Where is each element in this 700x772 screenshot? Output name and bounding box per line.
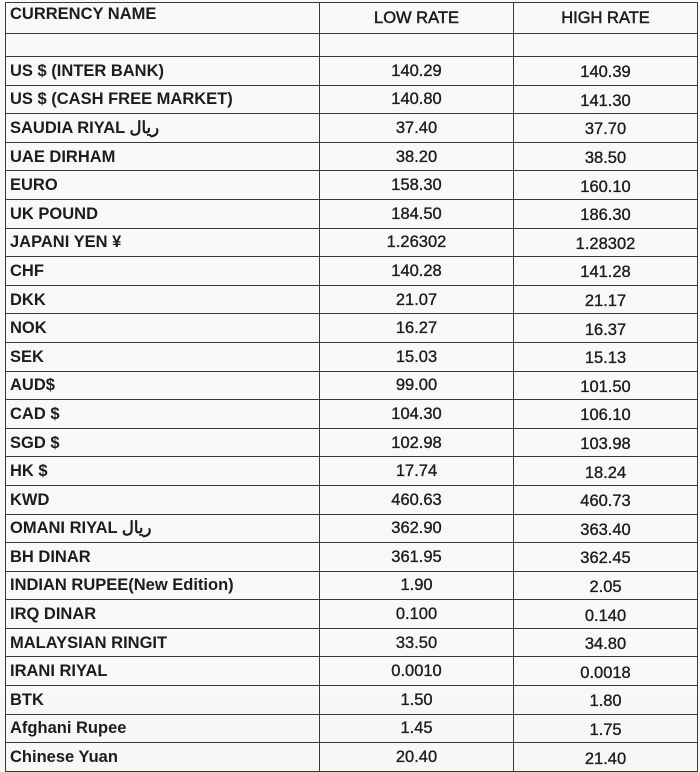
low-rate-cell: 16.27: [320, 314, 514, 343]
currency-name-cell: KWD: [6, 485, 320, 514]
high-rate-cell: 101.50: [514, 371, 698, 400]
currency-name-cell: CAD $: [6, 400, 320, 429]
high-rate-cell: 0.140: [514, 600, 698, 629]
high-rate-cell: 18.24: [514, 457, 698, 486]
high-rate-cell: 362.45: [514, 543, 698, 572]
high-rate-cell: 103.98: [514, 428, 698, 457]
currency-name-cell: UK POUND: [6, 199, 320, 228]
low-rate-cell: 17.74: [320, 457, 514, 486]
blank-row: [6, 34, 698, 57]
high-rate-cell: 1.80: [514, 686, 698, 715]
table-row: [6, 342, 698, 371]
currency-name-cell: CHF: [6, 257, 320, 286]
currency-name-cell: SGD $: [6, 428, 320, 457]
low-rate-cell: 184.50: [320, 199, 514, 228]
table-row: [6, 85, 698, 114]
currency-name-cell: JAPANI YEN ¥: [6, 228, 320, 257]
table-row: [6, 514, 698, 543]
currency-name-cell: DKK: [6, 285, 320, 314]
header-row: [6, 3, 698, 34]
low-rate-cell: 33.50: [320, 628, 514, 657]
table-row: [6, 657, 698, 686]
high-rate-cell: 1.28302: [514, 228, 698, 257]
currency-name-cell: SEK: [6, 342, 320, 371]
table-row: [6, 628, 698, 657]
currency-name-cell: BH DINAR: [6, 543, 320, 572]
currency-name-cell: NOK: [6, 314, 320, 343]
high-rate-cell: 34.80: [514, 628, 698, 657]
low-rate-cell: 20.40: [320, 743, 514, 772]
table-row: [6, 400, 698, 429]
currency-name-header: CURRENCY NAME: [6, 3, 320, 34]
low-rate-cell: 38.20: [320, 142, 514, 171]
table-row: [6, 285, 698, 314]
table-row: [6, 57, 698, 86]
table-row: [6, 571, 698, 600]
currency-name-cell: BTK: [6, 686, 320, 715]
low-rate-cell: 140.28: [320, 257, 514, 286]
low-rate-cell: 1.45: [320, 714, 514, 743]
currency-name-cell: US $ (INTER BANK): [6, 57, 320, 86]
table-row: [6, 199, 698, 228]
blank-cell: [320, 34, 514, 57]
high-rate-cell: 2.05: [514, 571, 698, 600]
table-row: [6, 114, 698, 143]
high-rate-cell: 141.28: [514, 257, 698, 286]
table-row: [6, 714, 698, 743]
table-row: [6, 428, 698, 457]
currency-name-cell: Afghani Rupee: [6, 714, 320, 743]
high-rate-cell: 106.10: [514, 400, 698, 429]
high-rate-cell: 140.39: [514, 57, 698, 86]
table-row: [6, 743, 698, 772]
currency-name-cell: AUD$: [6, 371, 320, 400]
currency-name-cell: Chinese Yuan: [6, 743, 320, 772]
currency-rate-table: [5, 2, 698, 772]
low-rate-cell: 1.50: [320, 686, 514, 715]
low-rate-cell: 460.63: [320, 485, 514, 514]
high-rate-cell: 37.70: [514, 114, 698, 143]
low-rate-cell: 1.26302: [320, 228, 514, 257]
high-rate-cell: 15.13: [514, 342, 698, 371]
high-rate-cell: 0.0018: [514, 657, 698, 686]
low-rate-cell: 0.100: [320, 600, 514, 629]
currency-name-cell: MALAYSIAN RINGIT: [6, 628, 320, 657]
table-row: [6, 457, 698, 486]
high-rate-cell: 21.40: [514, 743, 698, 772]
currency-name-cell: IRANI RIYAL: [6, 657, 320, 686]
low-rate-cell: 21.07: [320, 285, 514, 314]
low-rate-cell: 362.90: [320, 514, 514, 543]
low-rate-cell: 140.80: [320, 85, 514, 114]
table-row: [6, 371, 698, 400]
currency-name-cell: IRQ DINAR: [6, 600, 320, 629]
high-rate-header: HIGH RATE: [514, 3, 698, 34]
high-rate-cell: 38.50: [514, 142, 698, 171]
currency-name-cell: SAUDIA RIYAL ریال: [6, 114, 320, 143]
table-row: [6, 600, 698, 629]
blank-cell: [6, 34, 320, 57]
table-row: [6, 257, 698, 286]
currency-name-cell: INDIAN RUPEE(New Edition): [6, 571, 320, 600]
low-rate-cell: 0.0010: [320, 657, 514, 686]
low-rate-cell: 361.95: [320, 543, 514, 572]
low-rate-cell: 102.98: [320, 428, 514, 457]
high-rate-cell: 460.73: [514, 485, 698, 514]
low-rate-cell: 1.90: [320, 571, 514, 600]
rate-rows: [6, 34, 698, 772]
high-rate-cell: 16.37: [514, 314, 698, 343]
table-row: [6, 228, 698, 257]
high-rate-cell: 141.30: [514, 85, 698, 114]
low-rate-cell: 140.29: [320, 57, 514, 86]
high-rate-cell: 160.10: [514, 171, 698, 200]
table-row: [6, 485, 698, 514]
low-rate-cell: 37.40: [320, 114, 514, 143]
low-rate-cell: 15.03: [320, 342, 514, 371]
high-rate-cell: 186.30: [514, 199, 698, 228]
low-rate-cell: 158.30: [320, 171, 514, 200]
blank-cell: [514, 34, 698, 57]
table-row: [6, 142, 698, 171]
currency-name-cell: OMANI RIYAL ریال: [6, 514, 320, 543]
low-rate-header: LOW RATE: [320, 3, 514, 34]
currency-name-cell: EURO: [6, 171, 320, 200]
currency-name-cell: HK $: [6, 457, 320, 486]
table-row: [6, 314, 698, 343]
table-row: [6, 543, 698, 572]
high-rate-cell: 363.40: [514, 514, 698, 543]
low-rate-cell: 104.30: [320, 400, 514, 429]
low-rate-cell: 99.00: [320, 371, 514, 400]
currency-name-cell: US $ (CASH FREE MARKET): [6, 85, 320, 114]
high-rate-cell: 21.17: [514, 285, 698, 314]
high-rate-cell: 1.75: [514, 714, 698, 743]
currency-name-cell: UAE DIRHAM: [6, 142, 320, 171]
table-row: [6, 171, 698, 200]
